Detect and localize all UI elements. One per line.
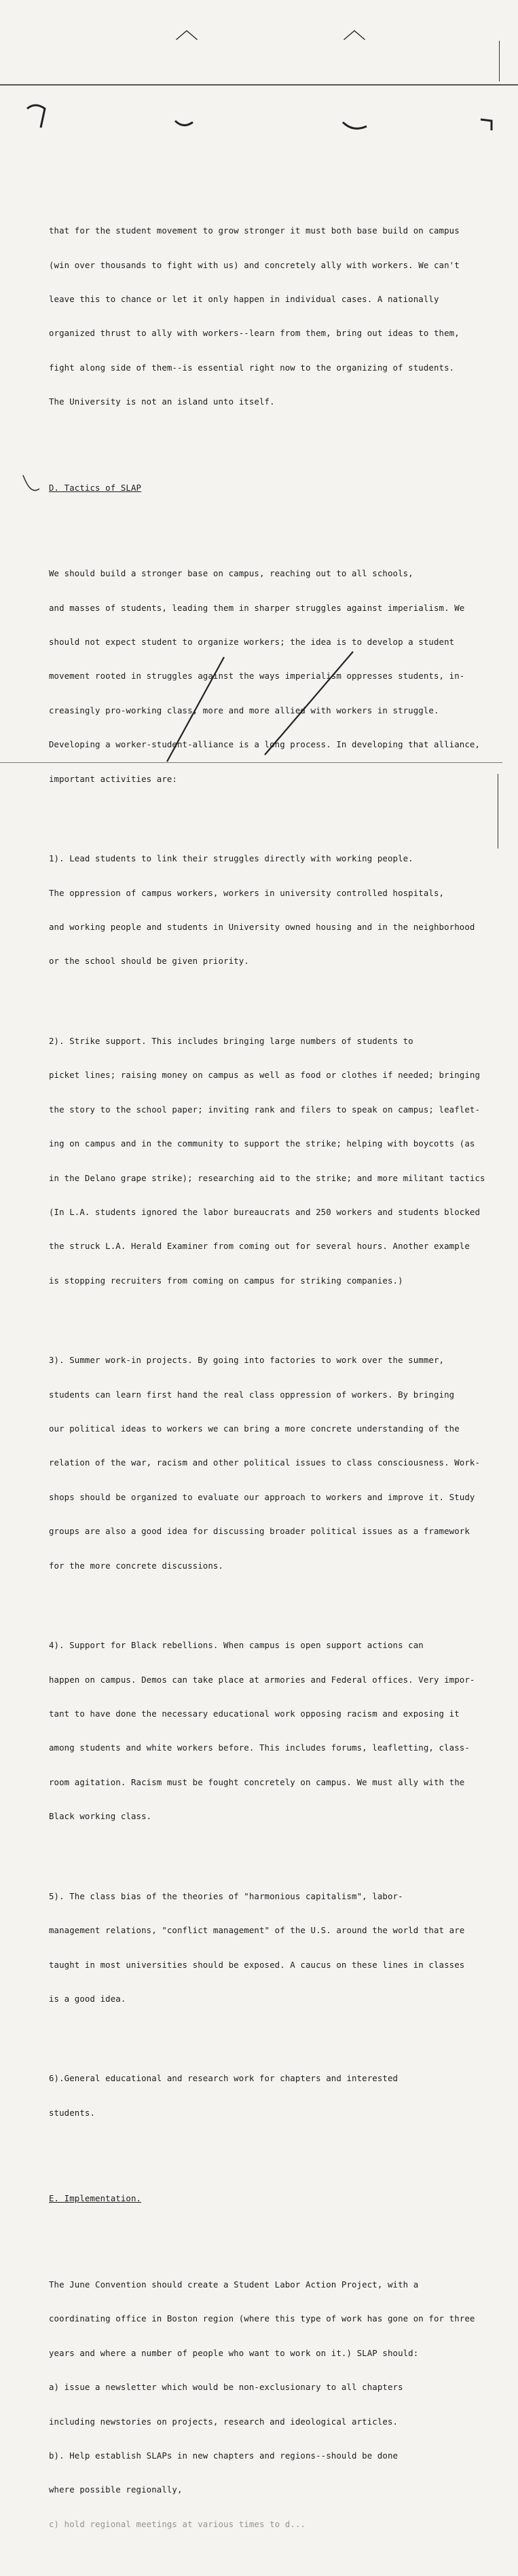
section-d-intro xyxy=(49,546,481,808)
text-line: coordinating office in Boston region (where this type of work has gone on for three xyxy=(49,2313,475,2324)
tactic-item-5 xyxy=(49,1868,470,2028)
text-line: students can learn first hand the real class oppression of workers. By bringing xyxy=(49,1389,455,1400)
text-line: 4). Support for Black rebellions. When campus is open support actions can xyxy=(49,1640,424,1651)
text-line: among students and white workers before. This includes forums, leafletting, class- xyxy=(49,1742,470,1753)
text-line: 2). Strike support. This includes bringing large numbers of students to xyxy=(49,1035,413,1046)
text-line: The June Convention should create a Student Labor Action Project, with a xyxy=(49,2279,419,2290)
tactic-item-2 xyxy=(49,1013,485,1309)
text-line: management relations, "conflict management" of the U.S. around the world that are xyxy=(49,1925,465,1936)
text-line: students. xyxy=(49,2107,96,2118)
text-line: b). Help establish SLAPs in new chapters and regions--should be done xyxy=(49,2450,399,2461)
text-line: Black working class. xyxy=(49,1811,152,1822)
binder-hole-mark-right: ︿ xyxy=(343,17,366,44)
text-line: picket lines; raising money on campus as well as food or clothes if needed; bringing xyxy=(49,1070,481,1081)
section-d-heading: D. Tactics of SLAP xyxy=(49,482,142,493)
text-line: happen on campus. Demos can take place at armories and Federal offices. Very impor- xyxy=(49,1674,475,1685)
text-line: 5). The class bias of the theories of "harmonious capitalism", labor- xyxy=(49,1890,403,1901)
text-line: shops should be organized to evaluate our approach to workers and improve it. Study xyxy=(49,1491,475,1502)
text-line: 6).General educational and research work for chapters and interested xyxy=(49,2073,399,2084)
section-e-heading: E. Implementation. xyxy=(49,2193,142,2204)
cut-off-text-line: c) hold regional meetings at various times to d... xyxy=(49,2518,306,2529)
text-line: important activities are: xyxy=(49,773,177,784)
text-line: creasingly pro-working class, more and more allied with workers in struggle. xyxy=(49,705,439,715)
text-line: 3). Summer work-in projects. By going into factories to work over the summer, xyxy=(49,1355,445,1366)
text-line: movement rooted in struggles against the ways imperialism oppresses students, in- xyxy=(49,671,465,682)
text-line: in the Delano grape strike); researching aid to the strike; and more militant tactics xyxy=(49,1172,485,1183)
binder-hole-mark-left: ︿ xyxy=(175,17,198,44)
text-line: is stopping recruiters from coming on campus for striking companies.) xyxy=(49,1275,403,1286)
tactic-item-1 xyxy=(49,831,475,990)
text-line: should not expect student to organize workers; the idea is to develop a student xyxy=(49,637,455,648)
text-line: The oppression of campus workers, workers in university controlled hospitals, xyxy=(49,887,445,898)
text-line: Developing a worker-student-alliance is a long process. In developing that alliance, xyxy=(49,739,481,750)
text-line: and working people and students in University owned housing and in the neighborhood xyxy=(49,922,475,932)
text-line: We should build a stronger base on campus, reaching out to all schools, xyxy=(49,568,413,579)
text-line: years and where a number of people who want to work on it.) SLAP should: xyxy=(49,2347,419,2358)
text-line: our political ideas to workers we can bring a more concrete understanding of the xyxy=(49,1423,460,1434)
tactic-item-3 xyxy=(49,1332,481,1594)
text-line: including newstories on projects, research and ideological articles. xyxy=(49,2416,399,2427)
text-line: where possible regionally, xyxy=(49,2484,183,2495)
section-c-tail xyxy=(49,203,470,431)
text-line: a) issue a newsletter which would be non-exclusionary to all chapters xyxy=(49,2382,403,2393)
text-line: (In L.A. students ignored the labor bureaucrats and 250 workers and students blocked xyxy=(49,1206,481,1217)
tactic-item-6 xyxy=(49,2051,470,2142)
text-line: that for the student movement to grow stronger it must both base build on campus xyxy=(49,225,460,236)
text-line: and masses of students, leading them in sharper struggles against imperialism. We xyxy=(49,602,465,613)
text-line: groups are also a good idea for discussing broader political issues as a framework xyxy=(49,1526,470,1537)
tactic-item-4 xyxy=(49,1618,475,1846)
text-line: organized thrust to ally with workers--learn from them, bring out ideas to them, xyxy=(49,328,460,339)
text-line: is a good idea. xyxy=(49,1993,126,2004)
text-line: or the school should be given priority. xyxy=(49,956,249,967)
text-line: ing on campus and in the community to support the strike; helping with boycotts (as xyxy=(49,1138,475,1149)
text-line: for the more concrete discussions. xyxy=(49,1560,224,1571)
text-line: fight along side of them--is essential right now to the organizing of students. xyxy=(49,362,455,373)
text-line: room agitation. Racism must be fought concretely on campus. We must ally with the xyxy=(49,1776,465,1787)
text-line: (win over thousands to fight with us) and concretely ally with workers. We can't xyxy=(49,259,460,270)
text-line: 1). Lead students to link their struggles directly with working people. xyxy=(49,853,413,864)
text-line: relation of the war, racism and other political issues to class consciousness. Work- xyxy=(49,1457,481,1468)
text-line: the story to the school paper; inviting rank and filers to speak on campus; leaflet- xyxy=(49,1104,481,1115)
document-body xyxy=(49,180,485,2576)
text-line: tant to have done the necessary educational work opposing racism and exposing it xyxy=(49,1708,460,1719)
text-line: The University is not an island unto itself. xyxy=(49,396,275,407)
section-e-body xyxy=(49,2256,475,2553)
text-line: leave this to chance or let it only happen in individual cases. A nationally xyxy=(49,293,439,304)
text-line: taught in most universities should be exposed. A caucus on these lines in classes xyxy=(49,1959,465,1970)
text-line: the struck L.A. Herald Examiner from coming out for several hours. Another example xyxy=(49,1241,470,1252)
